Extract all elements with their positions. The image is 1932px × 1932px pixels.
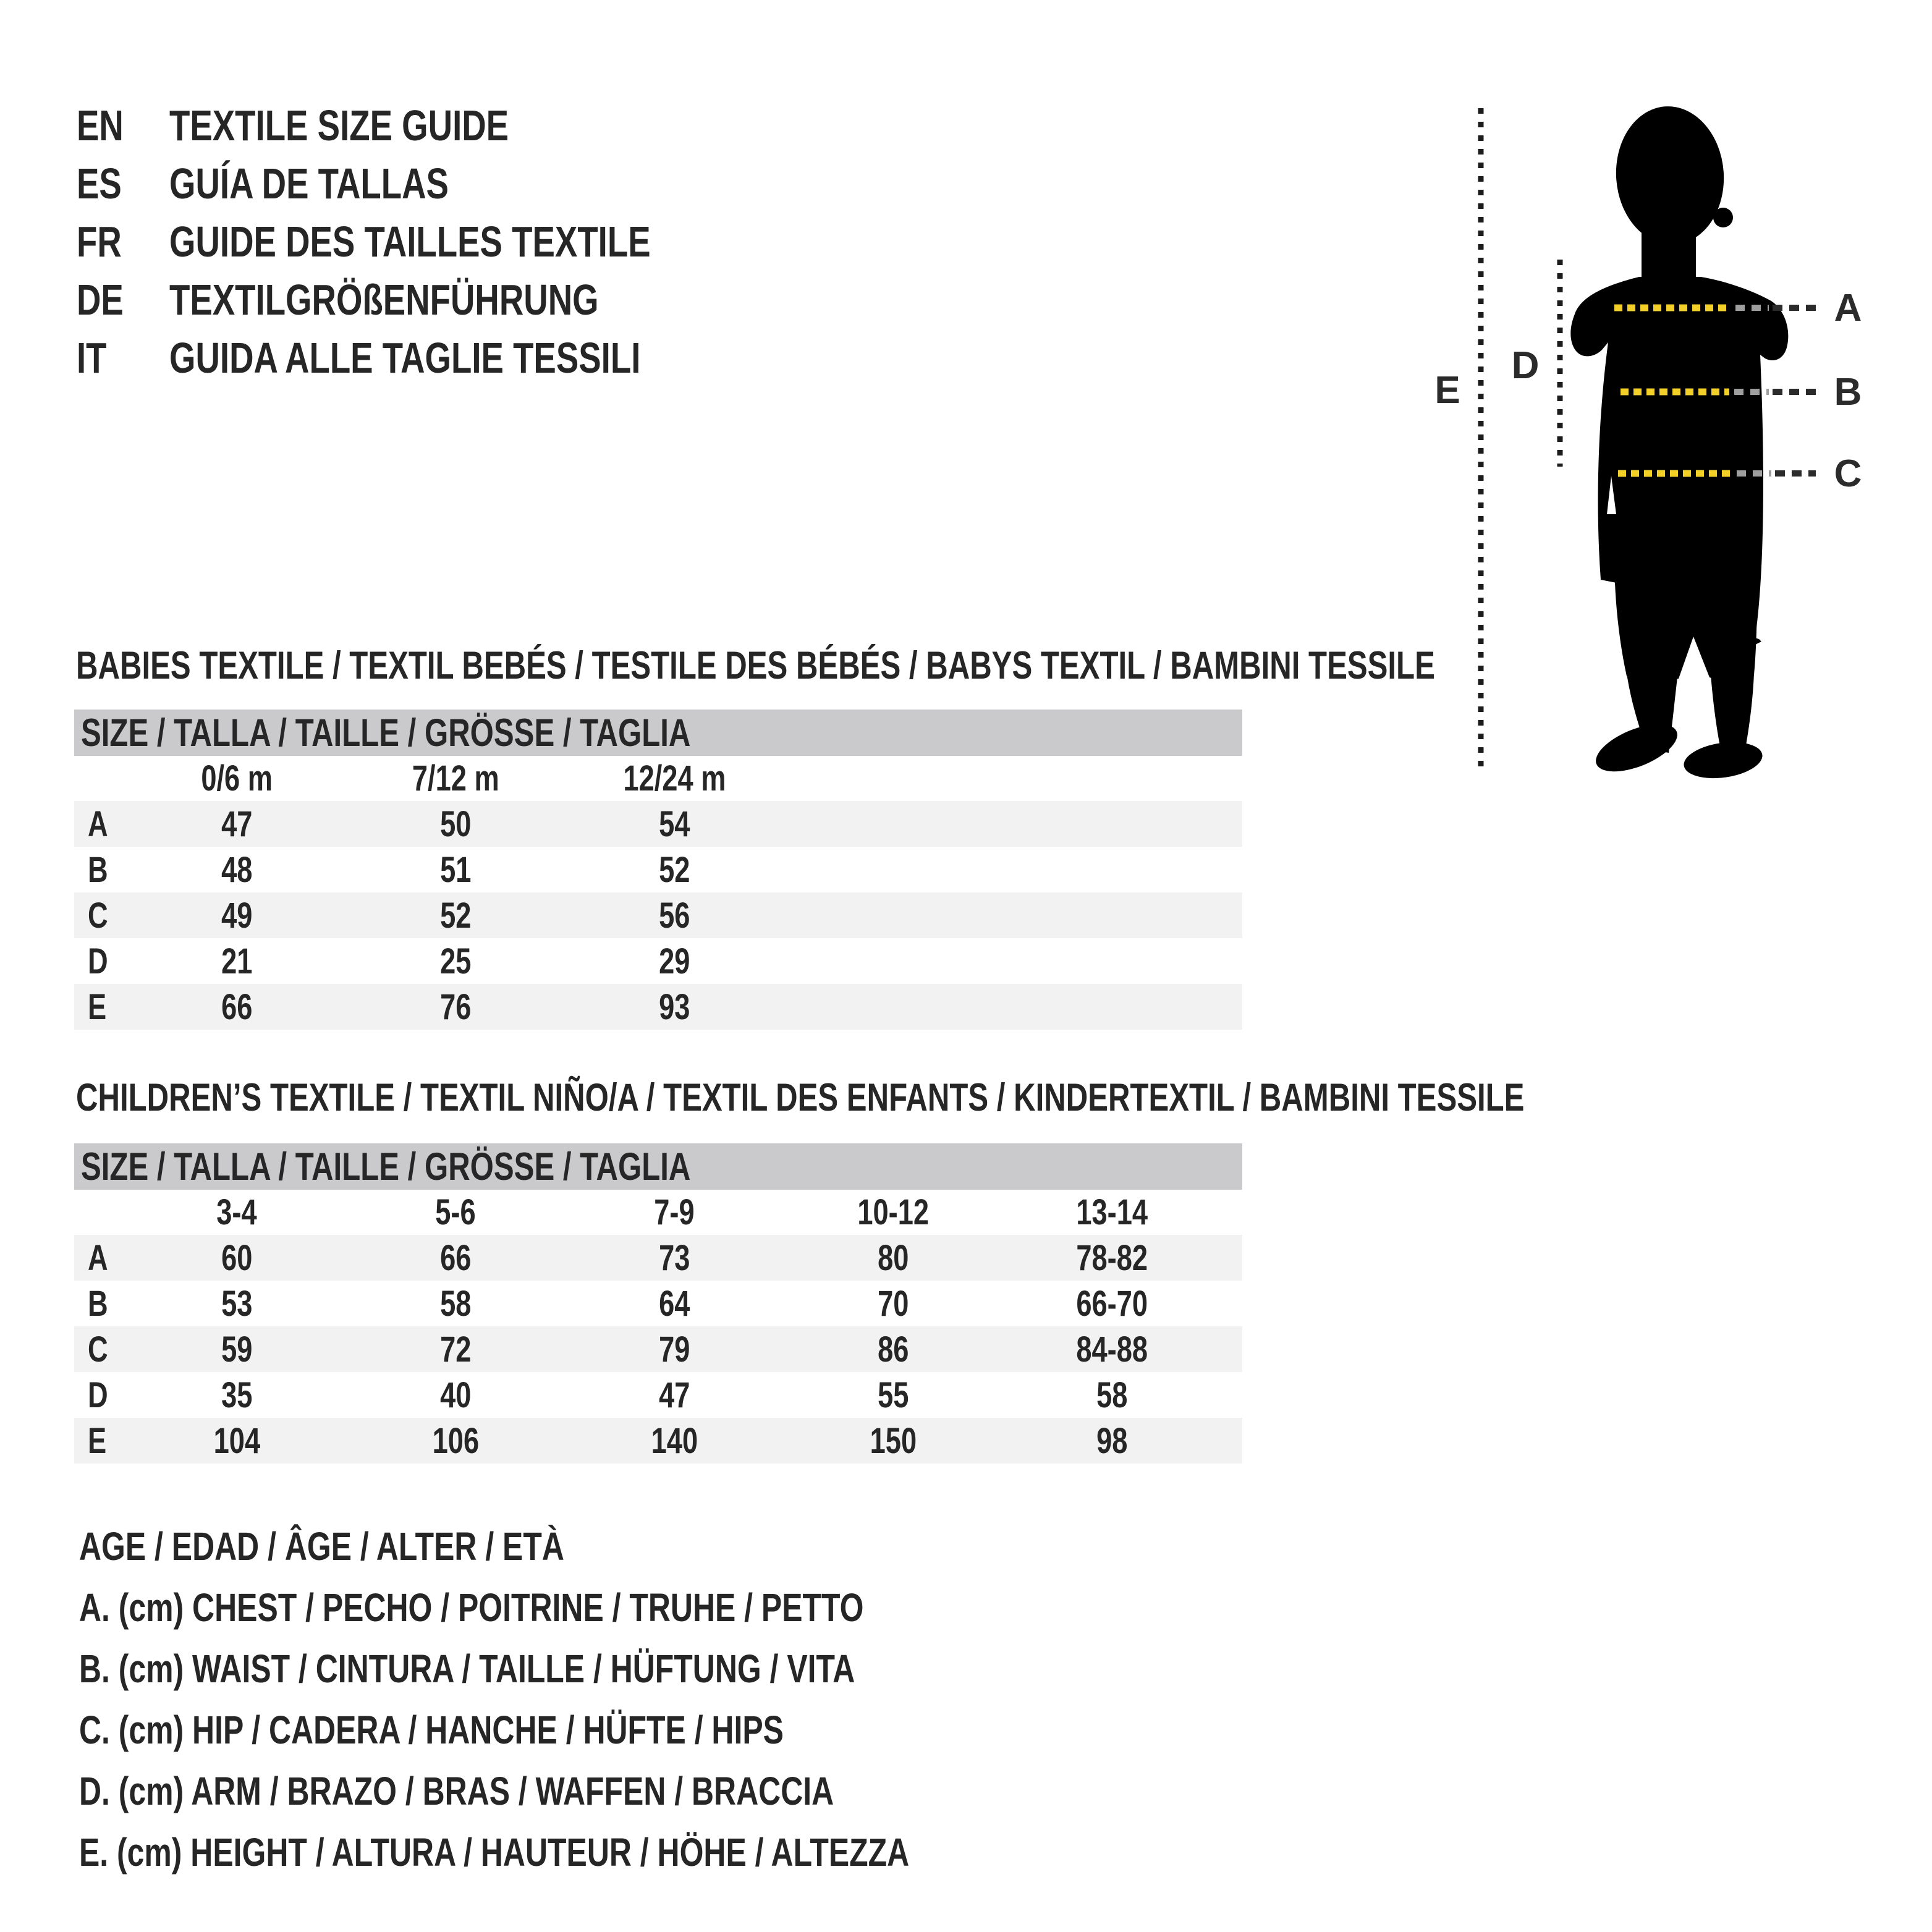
- babies-section-title: BABIES TEXTILE / TEXTIL BEBÉS / TESTILE DES BÉBÉS / BABYS TEXTIL / BAMBINI TESSILE: [76, 644, 1435, 687]
- children-col-10-12: 10-12: [857, 1192, 929, 1232]
- label-e: E: [1434, 369, 1460, 412]
- lang-code-de: DE: [77, 276, 124, 324]
- page-title-fr: GUIDE DES TAILLES TEXTILE: [169, 218, 651, 266]
- label-d: D: [1511, 344, 1540, 387]
- silhouette-neck: [1642, 227, 1696, 284]
- babies-col-12-24m: 12/24 m: [622, 758, 726, 799]
- legend-chest: A. (cm) CHEST / PECHO / POITRINE / TRUHE / PETTO: [79, 1585, 864, 1630]
- lang-line-it: [77, 329, 786, 387]
- page-title-es: GUÍA DE TALLAS: [169, 159, 449, 208]
- measurement-diagram: [1421, 87, 1932, 803]
- table-row: B 53 58 64 70 66-70: [88, 1283, 1148, 1324]
- silhouette-ear: [1713, 208, 1733, 227]
- legend-height: E. (cm) HEIGHT / ALTURA / HAUTEUR / HÖHE / ALTEZZA: [79, 1829, 910, 1875]
- table-row: E 104 106 140 150 98: [74, 1418, 1242, 1464]
- table-row: A 47 50 54: [74, 801, 1242, 847]
- page-title-it: GUIDA ALLE TAGLIE TESSILI: [169, 334, 641, 382]
- children-column-header-row: [74, 1190, 1242, 1235]
- page-title-en: TEXTILE SIZE GUIDE: [169, 101, 509, 150]
- babies-col-7-12m: 7/12 m: [412, 758, 499, 799]
- lang-line-en: [77, 96, 786, 155]
- children-col-5-6: 5-6: [435, 1192, 476, 1232]
- label-b: B: [1834, 371, 1862, 413]
- children-size-header-bar: SIZE / TALLA / TAILLE / GRÖSSE / TAGLIA: [74, 1143, 1242, 1190]
- children-section-title: CHILDREN’S TEXTILE / TEXTIL NIÑO/A / TEXTIL DES ENFANTS / KINDERTEXTIL / BAMBINI TESSILE: [76, 1076, 1525, 1119]
- legend-age: AGE / EDAD / ÂGE / ALTER / ETÀ: [79, 1523, 564, 1569]
- babies-size-table: [74, 710, 1242, 1030]
- lang-line-fr: [77, 213, 786, 271]
- legend-waist: B. (cm) WAIST / CINTURA / TAILLE / HÜFTUNG / VITA: [79, 1646, 855, 1691]
- children-size-table: [74, 1143, 1242, 1464]
- label-c: C: [1834, 452, 1862, 495]
- lang-line-es: [77, 155, 786, 213]
- legend-arm: D. (cm) ARM / BRAZO / BRAS / WAFFEN / BRACCIA: [79, 1768, 834, 1813]
- lang-line-de: [77, 271, 786, 329]
- table-row: D 21 25 29: [88, 941, 690, 981]
- babies-col-0-6m: 0/6 m: [201, 758, 273, 799]
- legend-hip: C. (cm) HIP / CADERA / HANCHE / HÜFTE / HIPS: [79, 1707, 784, 1752]
- children-col-7-9: 7-9: [654, 1192, 695, 1232]
- children-col-13-14: 13-14: [1076, 1192, 1148, 1232]
- table-row: A 60 66 73 80 78-82: [74, 1235, 1242, 1281]
- label-a: A: [1834, 287, 1862, 329]
- lang-code-es: ES: [77, 159, 122, 208]
- table-row: B 48 51 52: [88, 849, 690, 890]
- table-row: E 66 76 93: [74, 984, 1242, 1030]
- lang-code-it: IT: [77, 334, 107, 382]
- silhouette-head: [1611, 103, 1728, 248]
- silhouette-right-shoe: [1682, 737, 1765, 782]
- babies-column-header-row: [74, 756, 1242, 801]
- page-title-de: TEXTILGRÖßENFÜHRUNG: [169, 276, 599, 324]
- measurement-legend: [79, 1515, 1143, 1883]
- children-col-3-4: 3-4: [216, 1192, 257, 1232]
- table-row: C 49 52 56: [74, 892, 1242, 938]
- lang-code-en: EN: [77, 101, 124, 150]
- lang-code-fr: FR: [77, 218, 122, 266]
- table-row: C 59 72 79 86 84-88: [74, 1326, 1242, 1372]
- language-title-block: [77, 96, 786, 387]
- babies-size-header-bar: SIZE / TALLA / TAILLE / GRÖSSE / TAGLIA: [74, 710, 1242, 756]
- table-row: D 35 40 47 55 58: [88, 1375, 1128, 1415]
